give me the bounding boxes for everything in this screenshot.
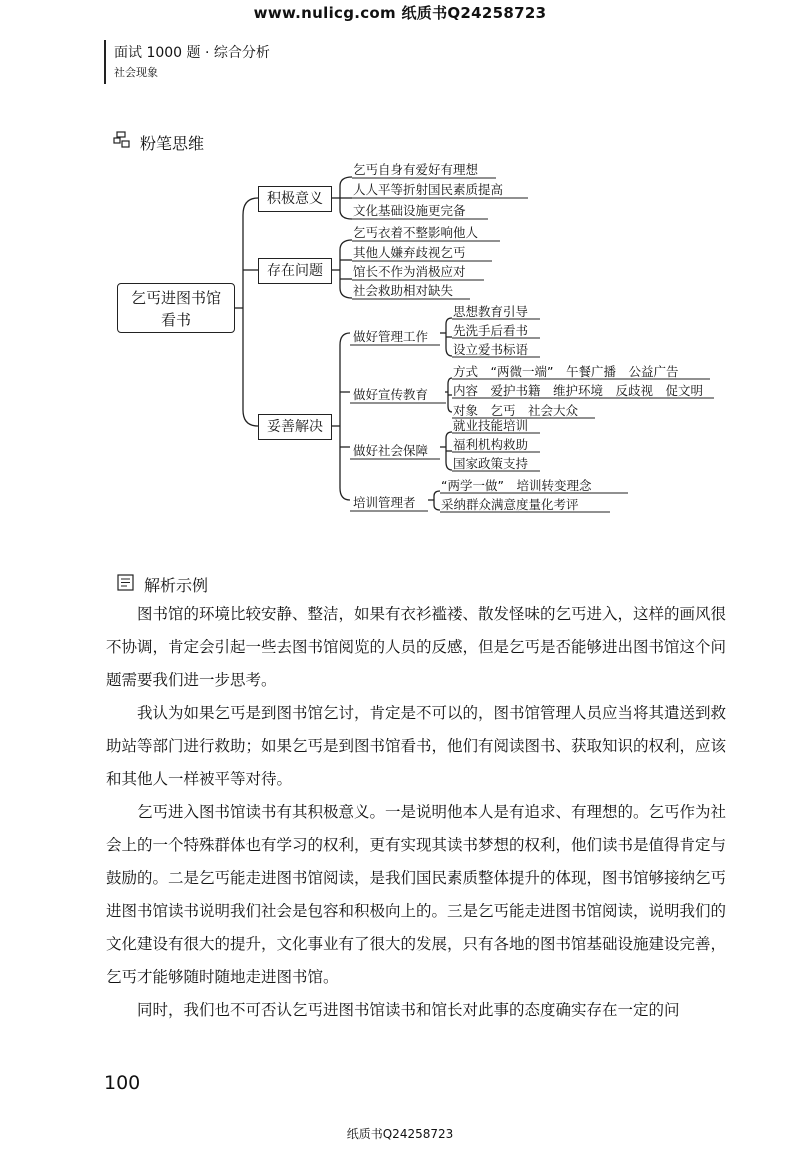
top-watermark: www.nulicg.com 纸质书Q24258723	[253, 4, 547, 22]
mindmap-leaf: 就业技能培训	[453, 418, 529, 433]
analysis-section-icon	[117, 574, 134, 591]
book-title: 面试 1000 题 · 综合分析	[114, 45, 270, 61]
mindmap-leaf: 社会救助相对缺失	[353, 283, 454, 298]
mindmap-leaf: 文化基础设施更完备	[353, 203, 466, 218]
mindmap-leaf: 方式 “两微一端” 午餐广播 公益广告	[453, 364, 679, 379]
mindmap-group-label: 做好宣传教育	[353, 387, 429, 402]
mindmap-group-label: 做好社会保障	[353, 443, 429, 458]
mindmap-leaf: 思想教育引导	[453, 304, 529, 319]
mindmap-connectors	[0, 0, 800, 560]
mindmap-leaf: 馆长不作为消极应对	[353, 264, 466, 279]
mindmap-leaf: 内容 爱护书籍 维护环境 反歧视 促文明	[453, 383, 704, 398]
mindmap-root	[117, 283, 235, 333]
paragraph: 同时，我们也不可否认乞丐进图书馆读书和馆长对此事的态度确实存在一定的问	[137, 1001, 680, 1019]
mindmap-leaf: 乞丐衣着不整影响他人	[353, 225, 479, 240]
mindmap-group-label: 培训管理者	[353, 495, 416, 510]
page-number: 100	[104, 1072, 141, 1094]
analysis-body	[106, 598, 726, 1027]
mindmap-leaf: 采纳群众满意度量化考评	[441, 497, 579, 512]
mindmap-branch-solutions: 妥善解决	[258, 414, 332, 440]
paragraph: 乞丐进入图书馆读书有其积极意义。一是说明他本人是有追求、有理想的。乞丐作为社会上的一个特殊群体也有学习的权利，更有实现其读书梦想的权利，他们读书是值得肯定与鼓励的。二是乞丐能走进图书馆阅读，是我们国民素质整体提升的体现，图书馆够接纳乞丐进图书馆读书说明我们社会是包容和积极向上的。三是乞丐能走进图书馆阅读，说明我们的文化建设有很大的提升，文化事业有了很大的发展，只有各地的图书馆基础设施建设完善，乞丐才能够随时随地走进图书馆。	[106, 803, 727, 986]
mindmap-leaf: 对象 乞丐 社会大众	[453, 403, 579, 418]
mindmap-leaf: 人人平等折射国民素质提高	[353, 182, 504, 197]
mindmap-leaf: 国家政策支持	[453, 456, 529, 471]
mindmap-root-line2: 看书	[160, 311, 191, 329]
section-title-mindmap: 粉笔思维	[140, 134, 205, 153]
section-title-analysis: 解析示例	[144, 576, 209, 595]
mindmap-leaf: 其他人嫌弃歧视乞丐	[353, 245, 466, 260]
paragraph: 我认为如果乞丐是到图书馆乞讨，肯定是不可以的，图书馆管理人员应当将其遣送到救助站等部门进行救助；如果乞丐是到图书馆看书，他们有阅读图书、获取知识的权利，应该和其他人一样被平等对待。	[106, 704, 727, 788]
mindmap-root-line1: 乞丐进图书馆	[130, 289, 221, 307]
mindmap-leaf: 乞丐自身有爱好有理想	[353, 162, 479, 177]
mindmap-branch-positive: 积极意义	[258, 186, 332, 212]
mindmap-leaf: “两学一做” 培训转变理念	[441, 478, 592, 493]
chapter-label: 社会现象	[114, 66, 158, 79]
mindmap-branch-problems: 存在问题	[258, 258, 332, 284]
paragraph: 图书馆的环境比较安静、整洁，如果有衣衫褴褛、散发怪味的乞丐进入，这样的画风很不协调，肯定会引起一些去图书馆阅览的人员的反感，但是乞丐是否能够进出图书馆这个问题需要我们进一步思考。	[106, 605, 727, 689]
mindmap-leaf: 福利机构救助	[453, 437, 529, 452]
mindmap-group-label: 做好管理工作	[353, 329, 429, 344]
bottom-watermark: 纸质书Q24258723	[346, 1127, 454, 1141]
mindmap-leaf: 先洗手后看书	[453, 323, 529, 338]
mindmap-leaf: 设立爱书标语	[453, 342, 529, 357]
